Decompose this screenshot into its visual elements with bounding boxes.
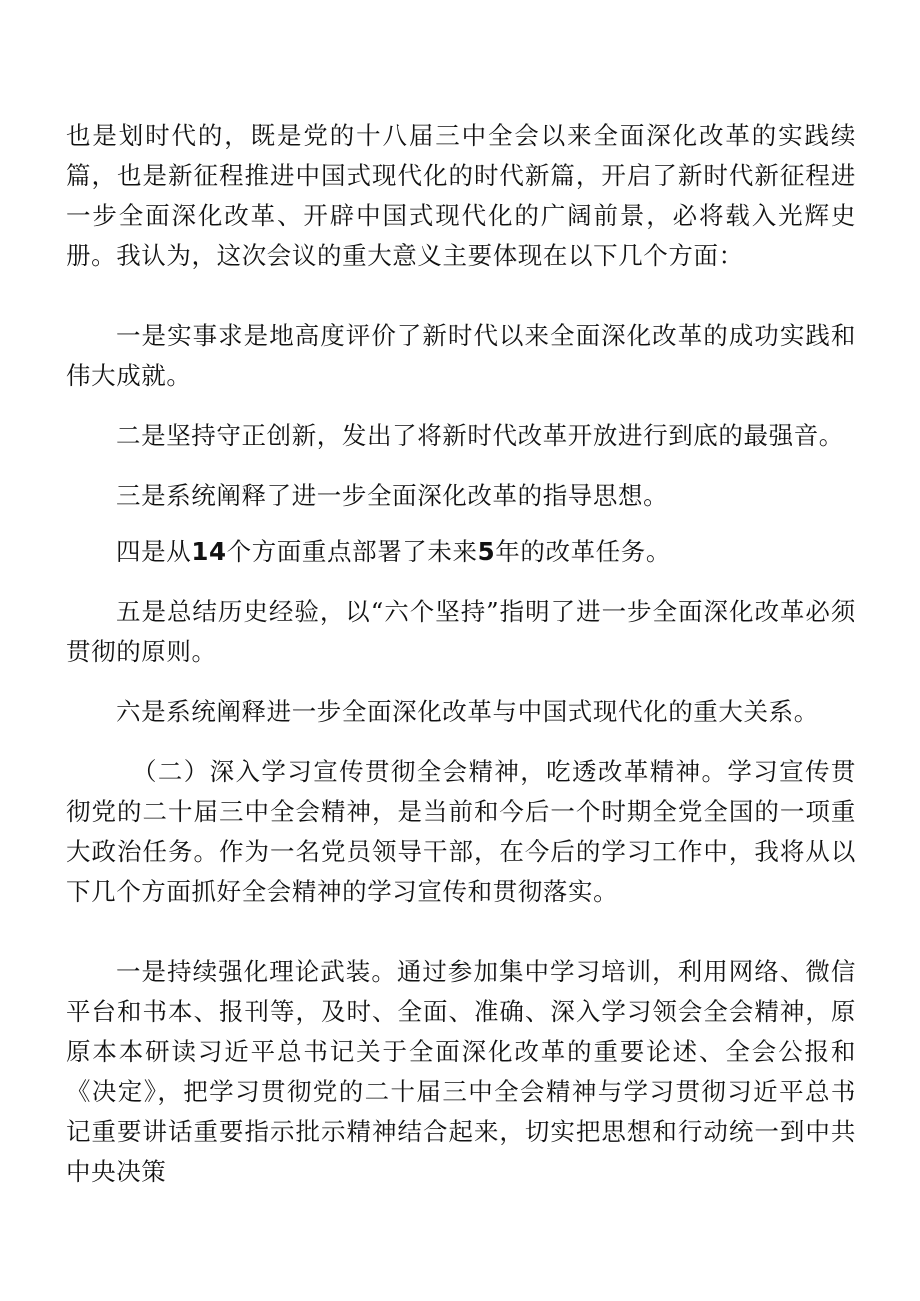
paragraph-point-one: 一是实事求是地高度评价了新时代以来全面深化改革的成功实践和伟大成就。 xyxy=(66,321,856,390)
point-four-number-years: 5 xyxy=(477,537,496,566)
paragraph-section-two: （二）深入学习宣传贯彻全会精神，吃透改革精神。学习宣传贯彻党的二十届三中全会精神，是当前和今后一个时期全党全国的一项重大政治任务。作为一名党员领导干部，在今后的学习工作中，我将从以下几个方面抓好全会精神的学习宣传和贯彻落实。 xyxy=(66,757,856,906)
paragraph-theory-armament: 一是持续强化理论武装。通过参加集中学习培训，利用网络、微信平台和书本、报刊等，及时、全面、准确、深入学习领会全会精神，原原本本研读习近平总书记关于全面深化改革的重要论述、全会公报和《决定》，把学习贯彻党的二十届三中全会精神与学习贯彻习近平总书记重要讲话重要指示批示精神结合起来，切实把思想和行动统一到中共中央决策 xyxy=(66,957,856,1186)
paragraph-point-five: 五是总结历史经验，以“六个坚持”指明了进一步全面深化改革必须贯彻的原则。 xyxy=(66,597,856,666)
point-four-number-aspects: 14 xyxy=(191,537,227,566)
paragraph-point-four xyxy=(66,532,856,572)
point-four-text-middle: 个方面重点部署了未来 xyxy=(226,537,478,566)
paragraph-significance-intro: 也是划时代的，既是党的十八届三中全会以来全面深化改革的实践续篇，也是新征程推进中国式现代化的时代新篇，开启了新时代新征程进一步全面深化改革、开辟中国式现代化的广阔前景，必将载入光辉史册。我认为，这次会议的重大意义主要体现在以下几个方面： xyxy=(66,121,856,270)
point-four-text-before: 四是从 xyxy=(116,537,192,566)
point-four-text-after: 年的改革任务。 xyxy=(495,537,671,566)
paragraph-point-six: 六是系统阐释进一步全面深化改革与中国式现代化的重大关系。 xyxy=(116,697,819,726)
paragraph-point-two: 二是坚持守正创新，发出了将新时代改革开放进行到底的最强音。 xyxy=(116,421,844,450)
paragraph-point-three: 三是系统阐释了进一步全面深化改革的指导思想。 xyxy=(116,481,669,510)
